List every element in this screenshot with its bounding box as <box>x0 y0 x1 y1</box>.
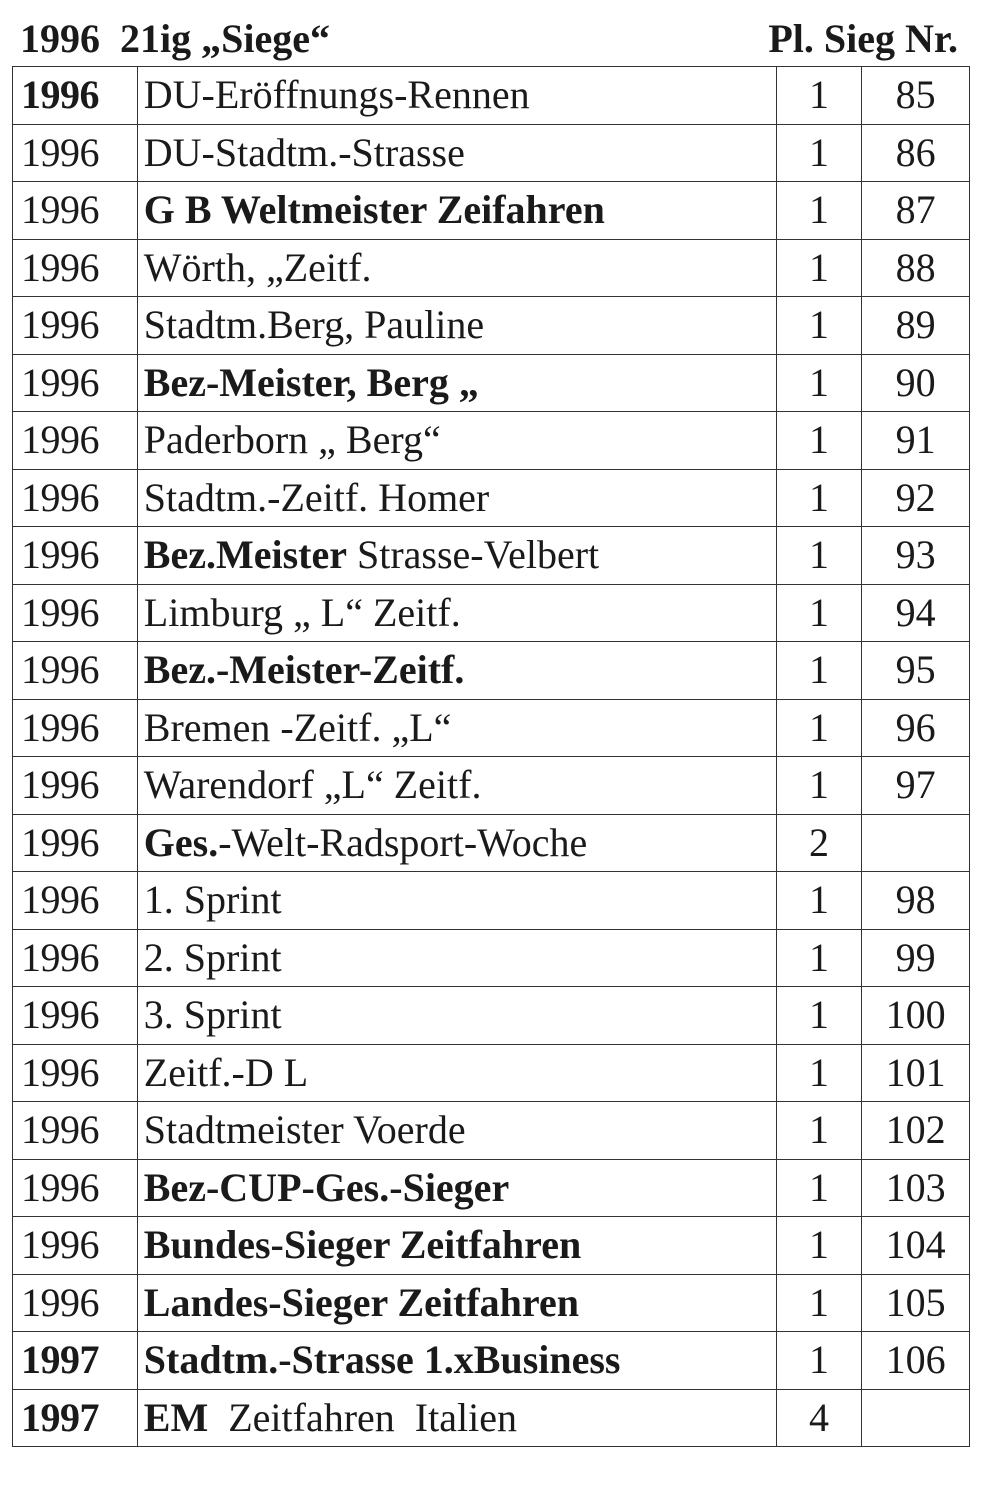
row-win-number: 99 <box>862 929 970 987</box>
row-event <box>137 297 776 355</box>
row-event <box>137 354 776 412</box>
row-win-number: 94 <box>862 584 970 642</box>
row-event-text: Strasse-Velbert <box>346 532 600 578</box>
row-event-text: Stadtm.Berg, Pauline <box>143 302 485 348</box>
row-event <box>137 412 776 470</box>
row-place: 1 <box>776 1102 862 1160</box>
row-event-text: Paderborn „ Berg“ <box>143 417 441 463</box>
table-row <box>13 239 970 297</box>
table-row <box>13 354 970 412</box>
row-place: 4 <box>776 1389 862 1447</box>
row-event-bold: Bez.Meister <box>143 532 347 578</box>
row-year: 1996 <box>13 584 138 642</box>
row-win-number: 89 <box>862 297 970 355</box>
row-win-number: 95 <box>862 642 970 700</box>
header-year: 1996 <box>20 16 100 61</box>
row-event-bold: Stadtm.-Strasse 1.xBusiness <box>143 1337 621 1383</box>
row-place: 1 <box>776 1332 862 1390</box>
row-year: 1996 <box>13 124 138 182</box>
row-place: 1 <box>776 584 862 642</box>
row-event <box>137 1044 776 1102</box>
table-row <box>13 1332 970 1390</box>
row-event-text: -Welt-Radsport-Woche <box>218 819 588 865</box>
row-event <box>137 1389 776 1447</box>
row-win-number: 85 <box>862 67 970 125</box>
row-win-number: 97 <box>862 757 970 815</box>
row-place: 1 <box>776 699 862 757</box>
row-place: 2 <box>776 814 862 872</box>
row-event-text: Stadtm.-Zeitf. Homer <box>143 474 490 520</box>
row-year: 1996 <box>13 239 138 297</box>
row-win-number: 92 <box>862 469 970 527</box>
table-row <box>13 584 970 642</box>
row-event-bold: Landes-Sieger Zeitfahren <box>143 1279 579 1325</box>
row-win-number: 96 <box>862 699 970 757</box>
row-event-text: Limburg „ L“ Zeitf. <box>143 589 461 635</box>
row-event <box>137 987 776 1045</box>
row-win-number: 103 <box>862 1159 970 1217</box>
table-row <box>13 699 970 757</box>
row-place: 1 <box>776 1274 862 1332</box>
table-row <box>13 124 970 182</box>
row-win-number: 101 <box>862 1044 970 1102</box>
row-year: 1996 <box>13 1217 138 1275</box>
row-place: 1 <box>776 987 862 1045</box>
table-row <box>13 1159 970 1217</box>
table-row <box>13 469 970 527</box>
row-event <box>137 814 776 872</box>
table-row <box>13 527 970 585</box>
row-event <box>137 239 776 297</box>
row-event <box>137 1217 776 1275</box>
table-row <box>13 297 970 355</box>
table-row <box>13 412 970 470</box>
row-event-text: Bremen -Zeitf. „L“ <box>143 704 452 750</box>
row-event <box>137 699 776 757</box>
table-row <box>13 1217 970 1275</box>
row-place: 1 <box>776 757 862 815</box>
row-win-number <box>862 814 970 872</box>
row-event <box>137 872 776 930</box>
table-row <box>13 1102 970 1160</box>
row-event-bold: Bez.-Meister-Zeitf. <box>143 647 465 693</box>
row-win-number: 102 <box>862 1102 970 1160</box>
row-place: 1 <box>776 527 862 585</box>
table-row <box>13 1389 970 1447</box>
table-row <box>13 929 970 987</box>
row-event-bold: Bundes-Sieger Zeitfahren <box>143 1222 582 1268</box>
row-event-bold: Bez-CUP-Ges.-Sieger <box>143 1164 510 1210</box>
row-event-text: DU-Stadtm.-Strasse <box>143 129 465 175</box>
row-win-number: 88 <box>862 239 970 297</box>
row-year: 1996 <box>13 412 138 470</box>
row-event-text: DU-Eröffnungs-Rennen <box>143 72 530 118</box>
row-year: 1996 <box>13 469 138 527</box>
row-event <box>137 642 776 700</box>
row-year: 1996 <box>13 1044 138 1102</box>
row-place: 1 <box>776 929 862 987</box>
page-header <box>20 14 970 64</box>
results-table-body <box>13 67 970 1447</box>
table-row <box>13 987 970 1045</box>
header-title <box>20 14 330 64</box>
table-row <box>13 1044 970 1102</box>
row-year: 1996 <box>13 527 138 585</box>
row-win-number <box>862 1389 970 1447</box>
row-event <box>137 182 776 240</box>
row-year: 1996 <box>13 1274 138 1332</box>
row-win-number: 91 <box>862 412 970 470</box>
row-event <box>137 1102 776 1160</box>
row-event <box>137 469 776 527</box>
row-place: 1 <box>776 642 862 700</box>
row-win-number: 106 <box>862 1332 970 1390</box>
row-event-text: 2. Sprint <box>143 934 282 980</box>
row-win-number: 105 <box>862 1274 970 1332</box>
row-event-text: 1. Sprint <box>143 877 282 923</box>
row-year: 1996 <box>13 699 138 757</box>
row-event <box>137 929 776 987</box>
row-event <box>137 67 776 125</box>
row-year: 1996 <box>13 1159 138 1217</box>
row-event <box>137 527 776 585</box>
row-year: 1996 <box>13 872 138 930</box>
row-year: 1996 <box>13 297 138 355</box>
row-event-text: Zeitf.-D L <box>143 1049 309 1095</box>
row-event <box>137 124 776 182</box>
row-win-number: 86 <box>862 124 970 182</box>
row-event-text: 3. Sprint <box>143 992 282 1038</box>
row-year: 1996 <box>13 1102 138 1160</box>
row-win-number: 100 <box>862 987 970 1045</box>
row-place: 1 <box>776 239 862 297</box>
table-row <box>13 872 970 930</box>
results-table <box>12 66 970 1447</box>
table-row <box>13 814 970 872</box>
row-event <box>137 584 776 642</box>
row-win-number: 87 <box>862 182 970 240</box>
row-place: 1 <box>776 412 862 470</box>
row-year: 1996 <box>13 929 138 987</box>
row-place: 1 <box>776 469 862 527</box>
row-event <box>137 1274 776 1332</box>
row-event <box>137 1332 776 1390</box>
row-year: 1996 <box>13 67 138 125</box>
row-win-number: 93 <box>862 527 970 585</box>
row-place: 1 <box>776 1044 862 1102</box>
row-event-text: Zeitfahren Italien <box>208 1394 517 1440</box>
row-year: 1997 <box>13 1332 138 1390</box>
row-place: 1 <box>776 297 862 355</box>
row-year: 1996 <box>13 354 138 412</box>
row-year: 1996 <box>13 642 138 700</box>
row-place: 1 <box>776 1217 862 1275</box>
row-place: 1 <box>776 67 862 125</box>
row-event-text: Warendorf „L“ Zeitf. <box>143 762 482 808</box>
table-row <box>13 642 970 700</box>
table-row <box>13 182 970 240</box>
row-year: 1996 <box>13 757 138 815</box>
row-event-bold: Bez-Meister, Berg „ <box>143 359 479 405</box>
table-row <box>13 67 970 125</box>
header-columns: Pl. Sieg Nr. <box>768 16 958 61</box>
row-event <box>137 757 776 815</box>
row-year: 1996 <box>13 987 138 1045</box>
row-place: 1 <box>776 124 862 182</box>
row-place: 1 <box>776 354 862 412</box>
row-event <box>137 1159 776 1217</box>
row-win-number: 98 <box>862 872 970 930</box>
row-place: 1 <box>776 182 862 240</box>
table-row <box>13 757 970 815</box>
row-event-text: Wörth, „Zeitf. <box>143 244 372 290</box>
row-year: 1996 <box>13 182 138 240</box>
header-title-text: 21ig „Siege“ <box>120 16 330 61</box>
row-event-text: Stadtmeister Voerde <box>143 1107 466 1153</box>
table-row <box>13 1274 970 1332</box>
row-win-number: 90 <box>862 354 970 412</box>
row-place: 1 <box>776 872 862 930</box>
row-year: 1996 <box>13 814 138 872</box>
row-event-bold: G B Weltmeister Zeifahren <box>143 187 605 233</box>
row-event-bold: Ges. <box>143 819 219 865</box>
row-event-bold: EM <box>143 1394 209 1440</box>
row-win-number: 104 <box>862 1217 970 1275</box>
row-place: 1 <box>776 1159 862 1217</box>
row-year: 1997 <box>13 1389 138 1447</box>
